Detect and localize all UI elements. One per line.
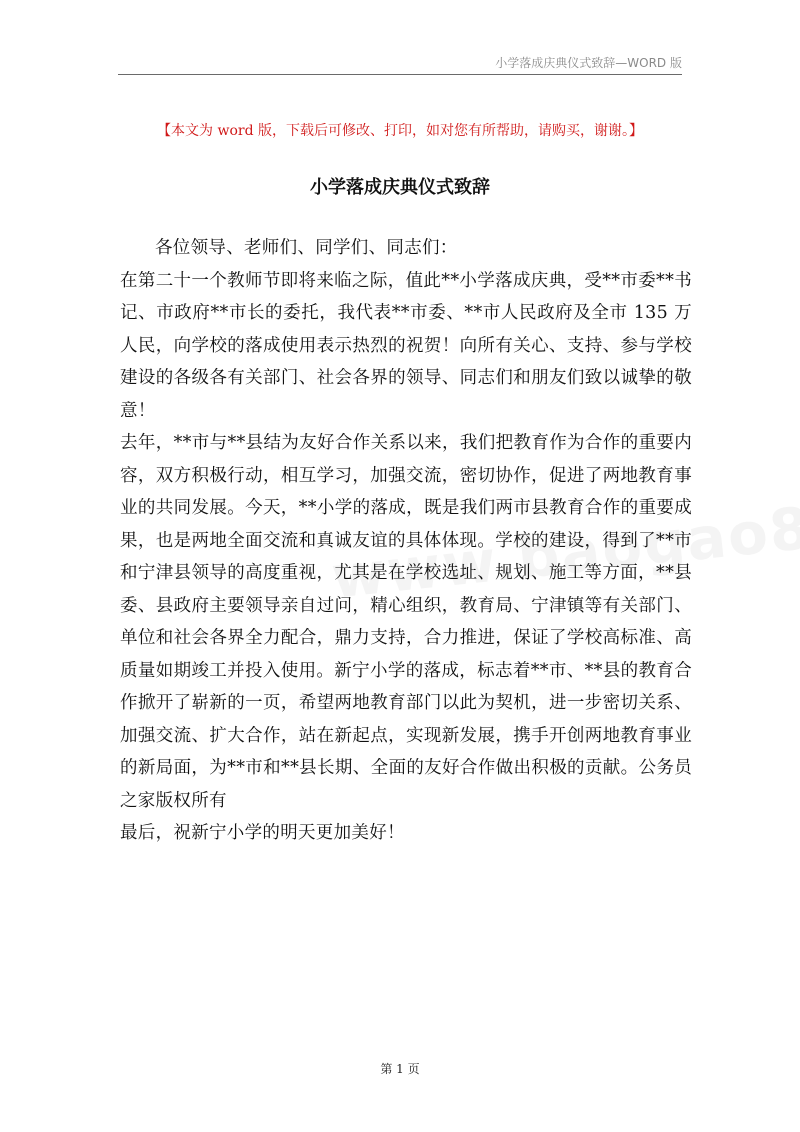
- document-title: 小学落成庆典仪式致辞: [310, 177, 490, 198]
- page-header-title: 小学落成庆典仪式致辞—WORD 版: [495, 56, 682, 70]
- document-body: [120, 232, 692, 850]
- closing-paragraph: 最后，祝新宁小学的明天更加美好！: [120, 823, 405, 843]
- download-notice: 【本文为 word 版，下载后可修改、打印，如对您有所帮助，请购买，谢谢。】: [157, 123, 643, 139]
- body-paragraph-2: 去年，**市与**县结为友好合作关系以来，我们把教育作为合作的重要内容，双方积极行动，相互学习，加强交流，密切协作，促进了两地教育事业的共同发展。今天，**小学的落成，既是我们两市县教育合作的重要成果，也是两地全面交流和真诚友谊的具体体现。学校的建设，得到了**市和宁津县领导的高度重视，尤其是在学校选址、规划、施工等方面，**县委、县政府主要领导亲自过问，精心组织，教育局、宁津镇等有关部门、单位和社会各界全力配合，鼎力支持，合力推进，保证了学校高标准、高质量如期竣工并投入使用。新宁小学的落成，标志着**市、**县的教育合作掀开了崭新的一页，希望两地教育部门以此为契机，进一步密切关系、加强交流、扩大合作，站在新起点，实现新发展，携手开创两地教育事业的新局面，为**市和**县长期、全面的友好合作做出积极的贡献。公务员之家版权所有: [120, 433, 692, 811]
- body-paragraph-1: 在第二十一个教师节即将来临之际，值此**小学落成庆典，受**市委**书记、市政府**市长的委托，我代表**市委、**市人民政府及全市 135 万人民，向学校的落成使用表示热烈的祝贺！向所有关心、支持、参与学校建设的各级各有关部门、社会各界的领导、同志们和朋友们致以诚挚的敬意！: [120, 270, 692, 421]
- greeting-paragraph: 各位领导、老师们、同学们、同志们：: [155, 238, 458, 258]
- page-number: 第 1 页: [380, 1062, 420, 1076]
- header-divider: [118, 74, 682, 75]
